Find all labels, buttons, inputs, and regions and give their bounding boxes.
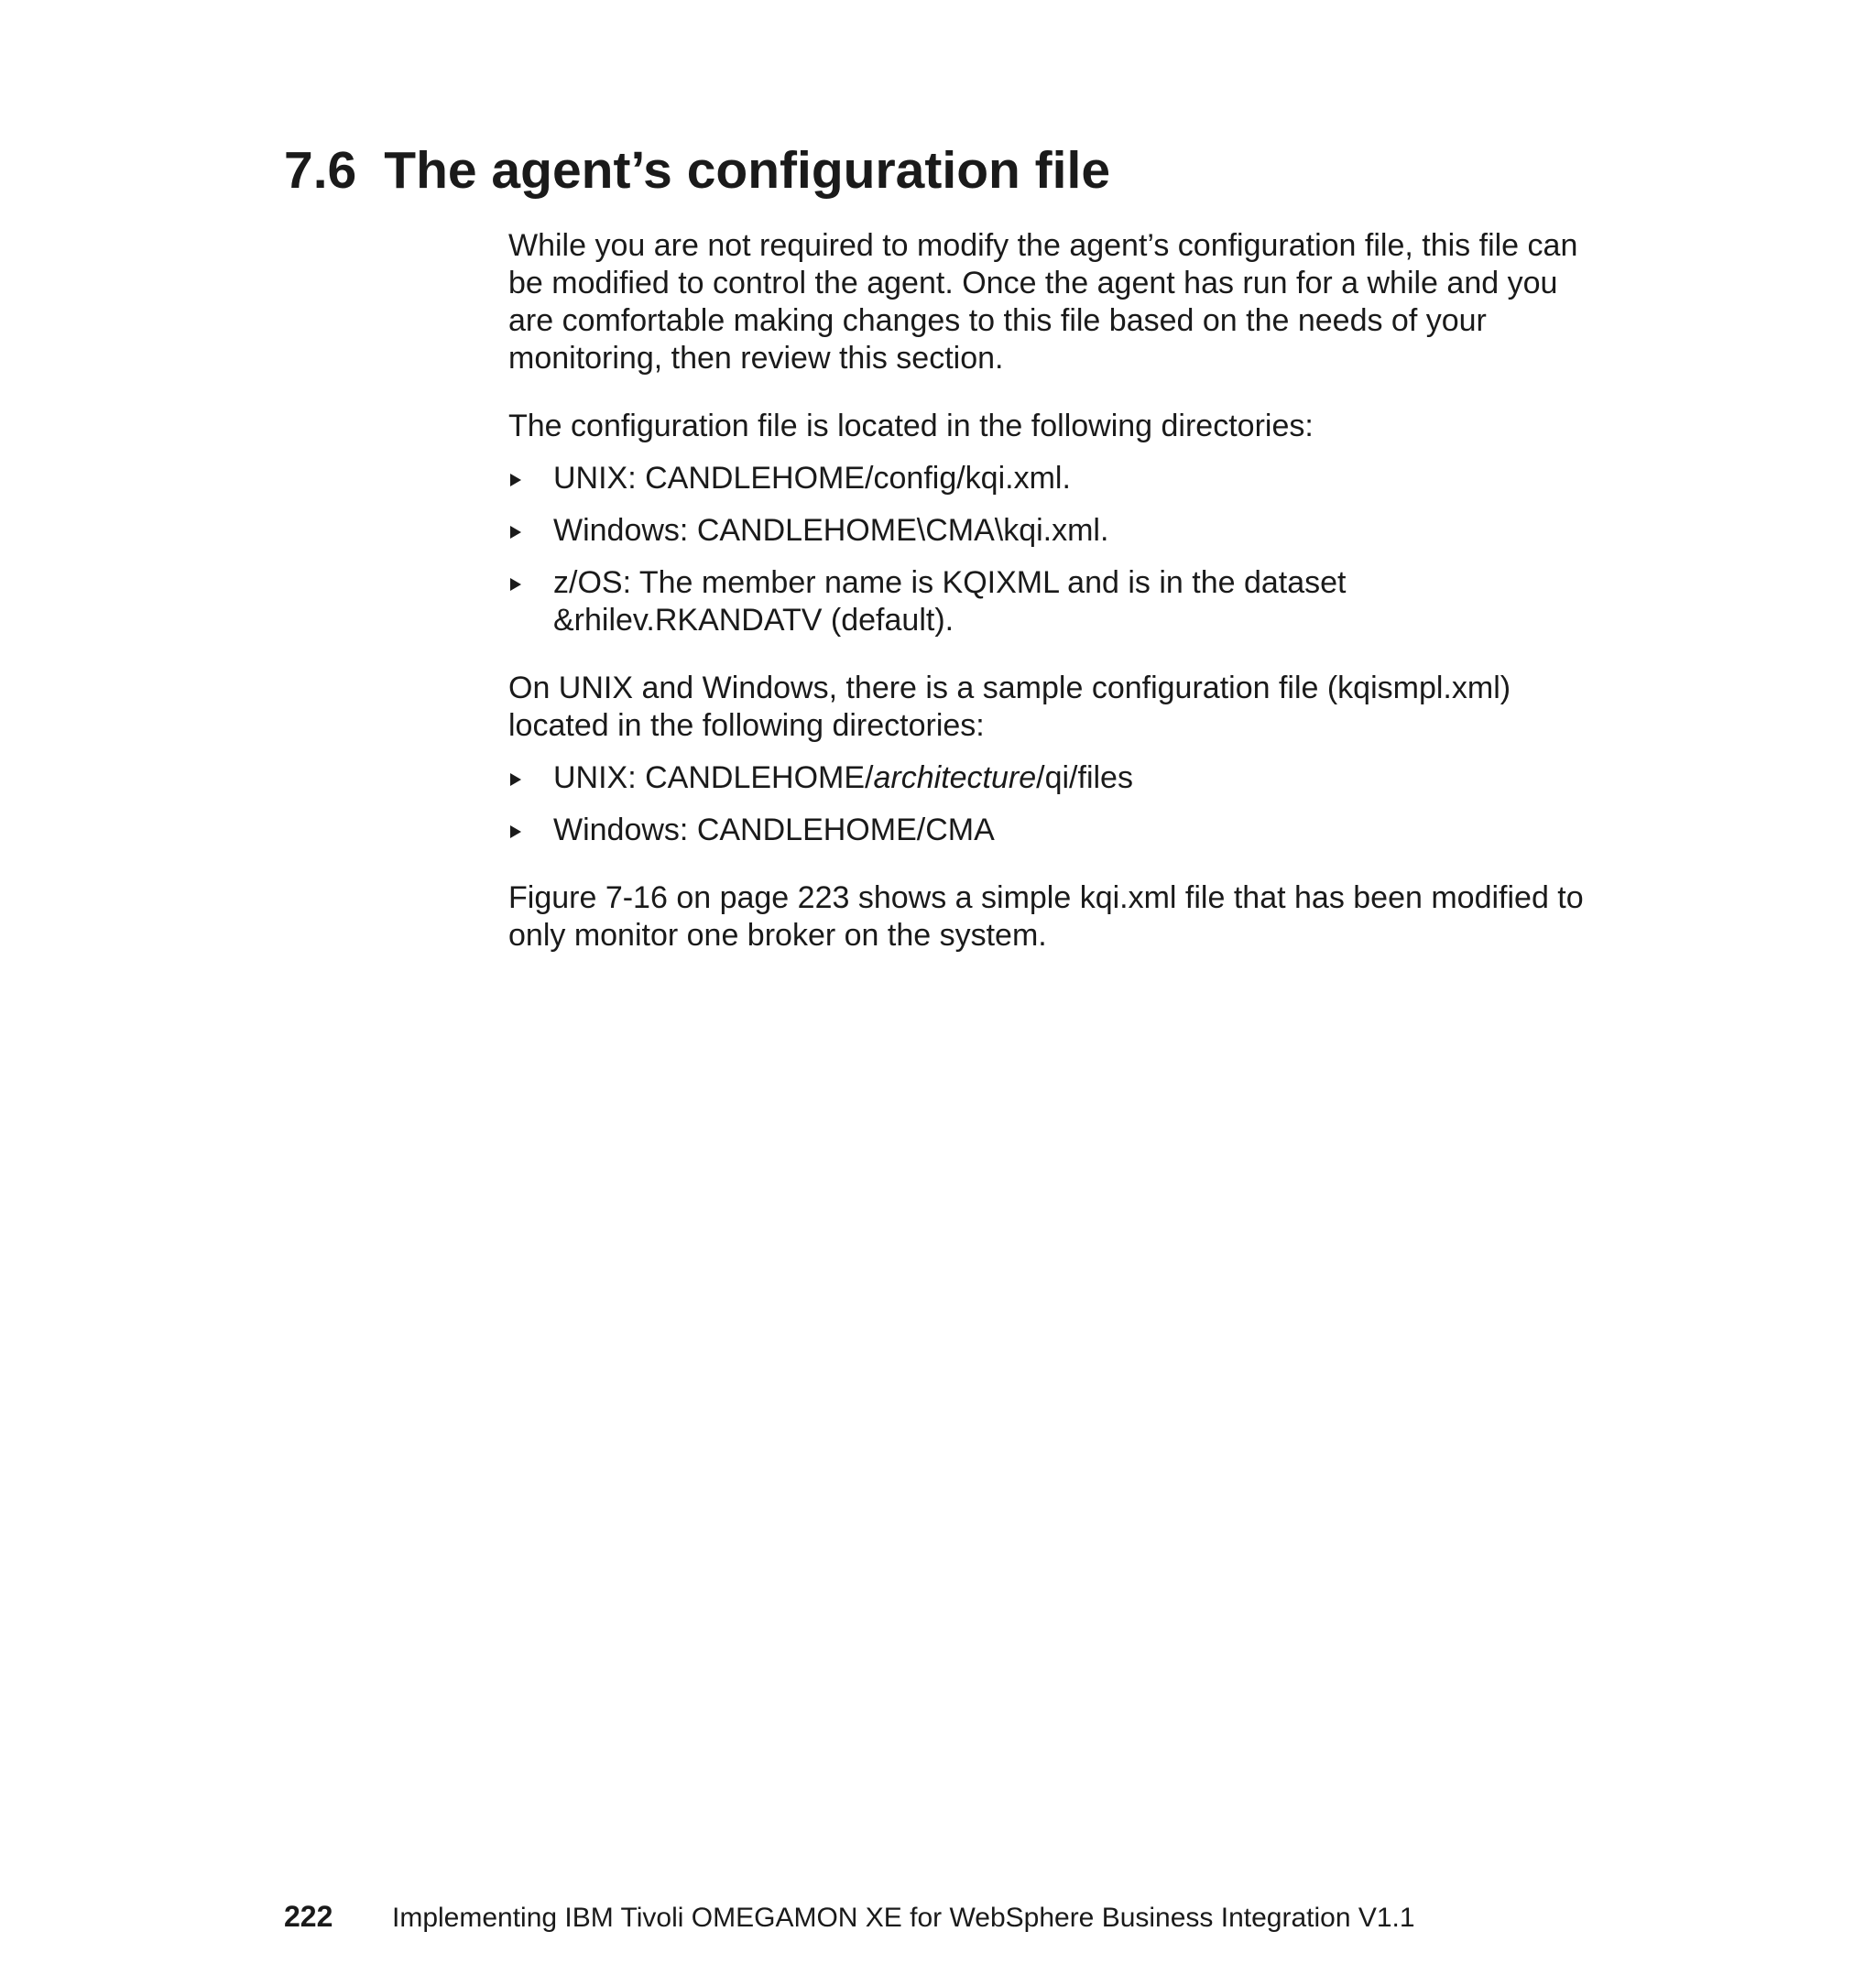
intro-paragraph: While you are not required to modify the agent’s configuration file, this file can be modified to control the agent. Once the agent has run for a while and you are comfortable making changes to this file based on the needs of your monitoring, then review this section. — [508, 228, 1578, 376]
list-item-text: UNIX: CANDLEHOME/config/kqi.xml. — [553, 461, 1071, 496]
page-number: 222 — [284, 1900, 333, 1933]
list-item-text: Windows: CANDLEHOME\CMA\kqi.xml. — [553, 513, 1109, 548]
sample-intro-paragraph: On UNIX and Windows, there is a sample configuration file (kqismpl.xml) located in the following directories: — [508, 671, 1511, 743]
locations-intro-paragraph: The configuration file is located in the following directories: — [508, 409, 1314, 443]
section-number: 7.6 — [284, 141, 357, 200]
list-item-text-italic: architecture — [873, 760, 1037, 795]
list-item — [508, 564, 1608, 639]
location-list — [508, 460, 1608, 639]
list-item — [508, 759, 1608, 797]
list-item — [508, 812, 1608, 849]
bullet-triangle-icon — [510, 474, 521, 486]
section-heading — [284, 136, 1110, 205]
list-item — [508, 460, 1608, 497]
book-title: Implementing IBM Tivoli OMEGAMON XE for WebSphere Business Integration V1.1 — [392, 1903, 1415, 1933]
page-footer — [284, 1898, 1415, 1937]
bullet-triangle-icon — [510, 578, 521, 591]
figure-reference-paragraph: Figure 7-16 on page 223 shows a simple kqi.xml file that has been modified to only monitor one broker on the system. — [508, 880, 1584, 953]
list-item-text: Windows: CANDLEHOME/CMA — [553, 813, 995, 847]
list-item-text-suffix: /qi/files — [1036, 760, 1133, 795]
section-title: The agent’s configuration file — [384, 141, 1111, 200]
list-item — [508, 512, 1608, 550]
body-text — [508, 227, 1608, 955]
bullet-triangle-icon — [510, 825, 521, 838]
list-item-text: z/OS: The member name is KQIXML and is in the dataset &rhilev.RKANDATV (default). — [553, 565, 1347, 638]
list-item-text-prefix: UNIX: CANDLEHOME/ — [553, 760, 874, 795]
sample-location-list — [508, 759, 1608, 849]
bullet-triangle-icon — [510, 773, 521, 786]
bullet-triangle-icon — [510, 526, 521, 539]
